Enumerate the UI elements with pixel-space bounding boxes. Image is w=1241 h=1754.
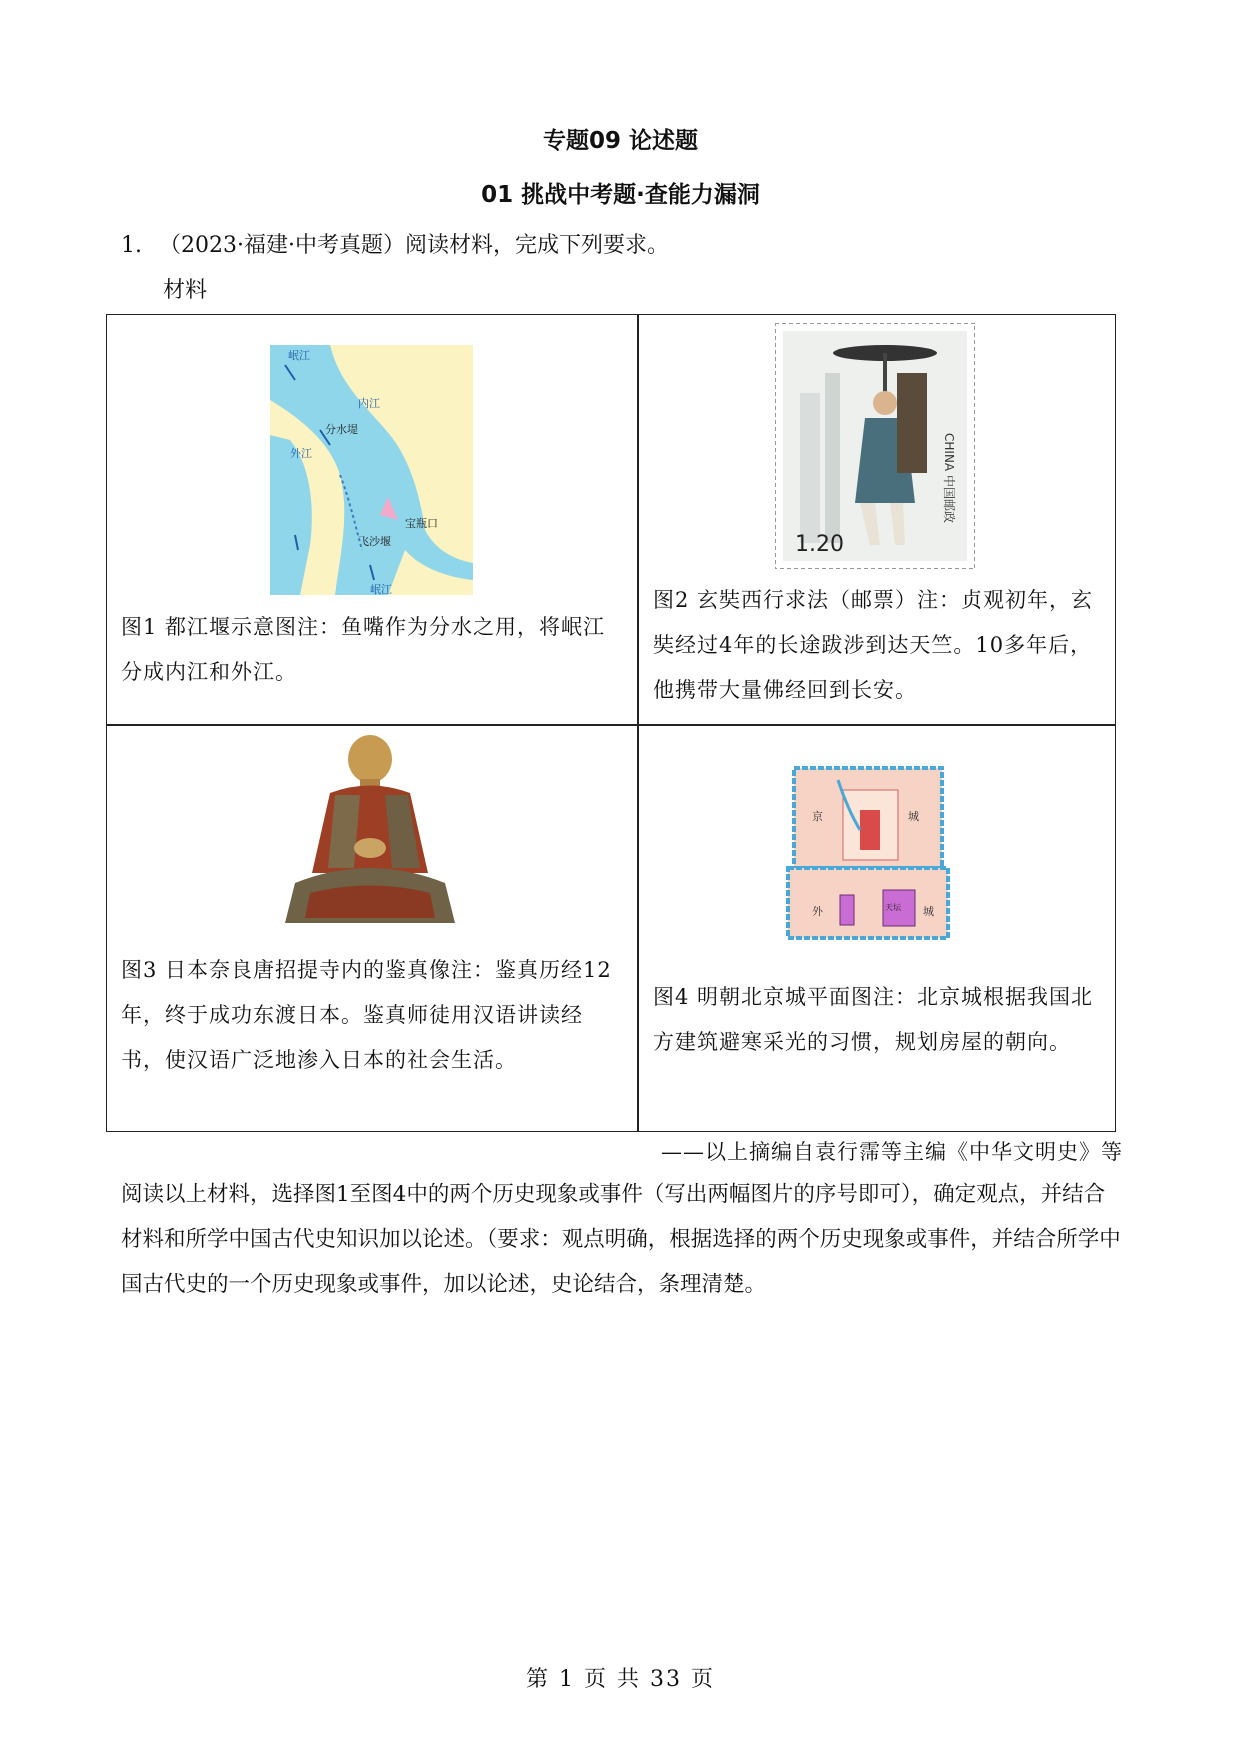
- map-label-waijiang: 外江: [290, 447, 312, 460]
- question-number: 1.: [121, 233, 142, 258]
- map-label-wai: 外: [812, 905, 823, 918]
- map-label-baopingkou: 宝瓶口: [405, 517, 438, 530]
- dujiangyan-map: [270, 345, 473, 595]
- xuanzang-stamp-image: [775, 323, 975, 569]
- table-divider-horizontal: [106, 724, 1116, 726]
- map-label-cheng-inner: 城: [908, 810, 919, 823]
- stamp-value: 1.20: [795, 532, 844, 557]
- figure-3-caption: 图3 日本奈良唐招提寺内的鉴真像注：鉴真历经12年，终于成功东渡日本。鉴真师徒用汉语讲读经书，使汉语广泛地渗入日本的社会生活。: [121, 958, 612, 1072]
- figure-4-caption: 图4 明朝北京城平面图注：北京城根据我国北方建筑避寒采光的习惯，规划房屋的朝向。: [653, 985, 1094, 1054]
- page-number: 第 1 页 共 33 页: [526, 1667, 715, 1692]
- map-label-cheng-outer: 城: [923, 905, 934, 918]
- stamp-country: CHINA 中国邮政: [942, 433, 956, 523]
- question-instruction: 阅读以上材料，选择图1至图4中的两个历史现象或事件（写出两幅图片的序号即可），确定观点，并结合材料和所学中国古代史知识加以论述。（要求：观点明确，根据选择的两个历史现象或事件，并结合所学中国古代史的一个历史现象或事件，加以论述，史论结合，条理清楚。: [121, 1182, 1121, 1297]
- section-subtitle: 01 挑战中考题·查能力漏洞: [481, 182, 760, 208]
- page-title: 专题09 论述题: [542, 128, 698, 154]
- beijing-city-map: [768, 740, 968, 960]
- map-label-fenshuidi: 分水堤: [325, 423, 358, 436]
- map-label-minjiang: 岷江: [288, 349, 310, 362]
- table-divider-vertical: [637, 314, 639, 1132]
- map-label-minjiang-lower: 岷江: [370, 583, 392, 595]
- figure-1-caption: 图1 都江堰示意图注：鱼嘴作为分水之用，将岷江分成内江和外江。: [121, 615, 606, 684]
- jianzhen-statue-image: [280, 733, 460, 933]
- question-line: [121, 228, 669, 259]
- map-label-tiantan: 天坛: [885, 903, 901, 912]
- material-label: 材料: [163, 278, 208, 303]
- figure-2-caption: 图2 玄奘西行求法（邮票）注：贞观初年，玄奘经过4年的长途跋涉到达天竺。10多年后，他携带大量佛经回到长安。: [653, 588, 1094, 702]
- question-source: （2023·福建·中考真题）阅读材料，完成下列要求。: [159, 233, 669, 258]
- source-note: ——以上摘编自袁行霈等主编《中华文明史》等: [661, 1140, 1123, 1164]
- map-label-neijiang: 内江: [358, 397, 380, 410]
- map-label-feishayan: 飞沙堰: [358, 535, 391, 548]
- map-label-jing: 京: [812, 810, 823, 823]
